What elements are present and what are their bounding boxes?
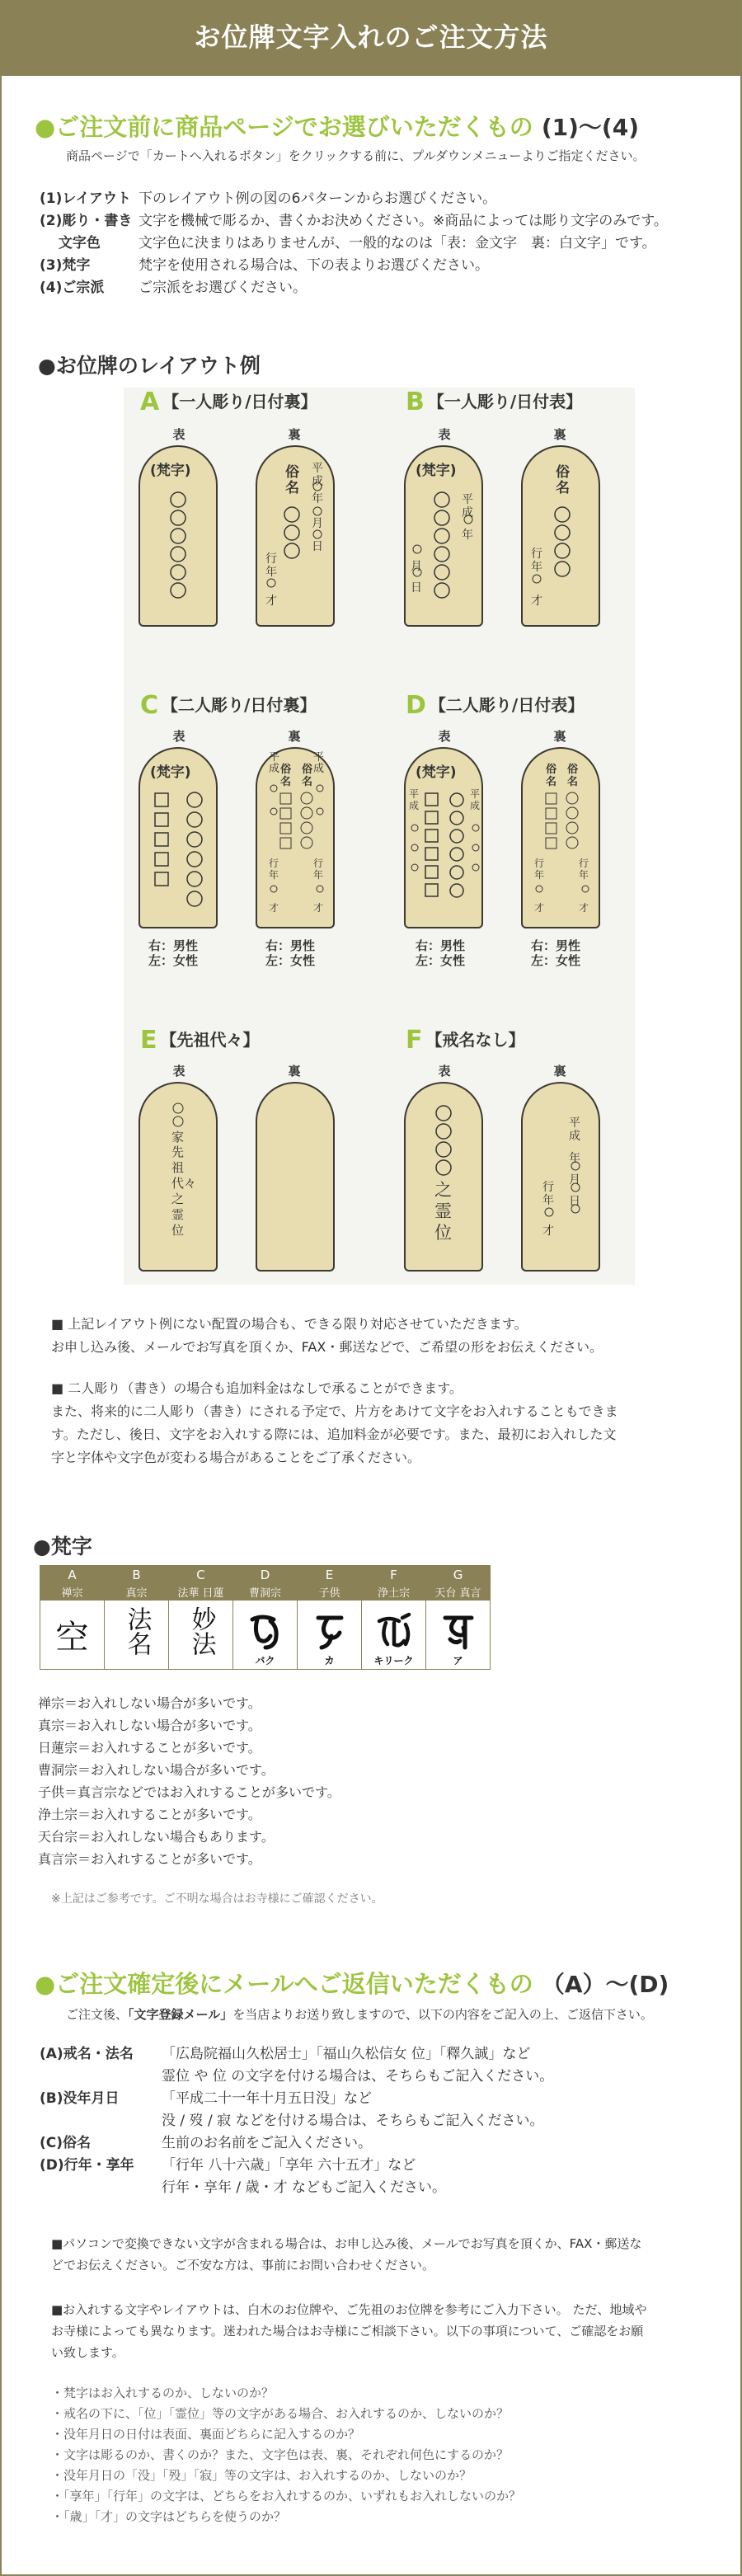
- bonji-reading: キリーク: [373, 1655, 414, 1666]
- gyonen-text: 行年: [579, 858, 589, 881]
- spec-row: [40, 2155, 553, 2177]
- name-circles: [523, 447, 602, 628]
- spec-value: ご宗派をお選びください。: [139, 280, 307, 296]
- note-line: い致します。: [51, 2345, 124, 2360]
- spec-key: (D)行年・享年: [40, 2157, 134, 2174]
- gender-note: [265, 938, 315, 968]
- note-line: 字と字体や文字色が変わる場合があることをご了承ください。: [51, 1450, 421, 1465]
- note-line: す。ただし、後日、文字をお入れする際には、追加料金が必要です。また、最初にお入れした文: [51, 1427, 617, 1442]
- spec-row: [40, 210, 668, 233]
- note-line: ■パソコンで変換できない文字が含まれる場合は、お申し込み後、メールでお写真を頂くか、FAX・郵送な: [51, 2236, 642, 2251]
- sai-text: 才: [534, 902, 545, 914]
- tablet-d-back: [521, 747, 600, 928]
- bonji-ka-icon: [310, 1611, 350, 1651]
- bonji-glyph: 妙法: [186, 1605, 216, 1656]
- bonji-kiriku-icon: [374, 1611, 414, 1651]
- name-circles: [257, 447, 336, 628]
- sai-text: 才: [542, 1225, 554, 1238]
- list-item: 禅宗＝お入れしない場合が多いです。: [38, 1695, 261, 1711]
- list-item: ・戒名の下に、「位」「霊位」等の文字がある場合、お入れするのか、しないのか？: [51, 2406, 510, 2421]
- front-label: 表: [172, 1064, 186, 1079]
- note-line: ■ 二人彫り（書き）の場合も追加料金はなしで承ることができます。: [51, 1380, 463, 1396]
- spec-row: [40, 2043, 553, 2066]
- bonji-cell: [169, 1601, 233, 1670]
- gender-right: 右：男性: [416, 938, 466, 953]
- gyonen-text: 行年: [531, 548, 542, 574]
- heisei-text: 平成: [312, 462, 323, 488]
- front-label: 表: [172, 427, 186, 442]
- page-title: お位牌文字入れのご注文方法: [0, 0, 742, 76]
- bonji-letter: E: [298, 1566, 362, 1584]
- list-item: 浄土宗＝お入れすることが多いです。: [38, 1807, 261, 1822]
- back-label: 裏: [553, 1064, 566, 1079]
- bonji-reading: カ: [324, 1655, 335, 1666]
- spec-value: 文字色に決まりはありませんが、一般的なのは「表：金文字 裏：白文字」です。: [139, 235, 656, 251]
- section1-note: 商品ページで「カートへ入れるボタン」をクリックする前に、プルダウンメニューよりご指定ください。: [66, 148, 646, 163]
- bonji-letter: B: [105, 1566, 169, 1584]
- spec-key: (1)レイアウト: [40, 190, 132, 207]
- bonji-a-icon: [439, 1611, 478, 1651]
- tablet-a-front: [139, 445, 218, 627]
- bonji-cell: [105, 1601, 169, 1670]
- pattern-name: 【二人彫り/日付表】: [429, 695, 585, 715]
- gyonen-text: 行年: [534, 858, 545, 881]
- pattern-a-label: [140, 388, 317, 416]
- bonji-sect-list: [38, 1692, 340, 1870]
- pattern-e-label: [140, 1026, 260, 1055]
- bonji-table: [40, 1565, 491, 1670]
- no-reii-text: 之霊位: [434, 1180, 452, 1243]
- list-item: 真言宗＝お入れすることが多いです。: [38, 1851, 261, 1867]
- note-line: どでお伝えください。ご不安な方は、事前にお問い合わせください。: [51, 2258, 435, 2273]
- list-item: ・没年月日の日付は表面、裏面どちらに記入するのか？: [51, 2427, 361, 2442]
- section2-title-text: ●ご注文確定後にメールへご返信いただくもの: [35, 1970, 533, 1998]
- bonji-mark: (梵字): [416, 764, 457, 781]
- spec-value: 霊位 や 位 の文字を付ける場合は、そちらもご記入ください。: [162, 2068, 554, 2085]
- pattern-letter: C: [140, 691, 159, 720]
- tablet-f-front: [404, 1082, 483, 1272]
- section1-title: [35, 109, 639, 143]
- layout-notes: [51, 1313, 694, 1469]
- pattern-name: 【戒名なし】: [425, 1030, 525, 1050]
- bonji-reading: バク: [255, 1655, 275, 1666]
- layout-title: ●お位牌のレイアウト例: [38, 354, 261, 378]
- gyonen-text: 行年: [269, 858, 279, 881]
- spec-value: 「平成二十一年十月五日没」など: [162, 2090, 372, 2107]
- pattern-b-label: [406, 388, 582, 416]
- checklist: [51, 2383, 521, 2527]
- kaimyo-circles: [140, 447, 219, 628]
- list-item: ・梵字はお入れするのか、しないのか？: [51, 2386, 275, 2400]
- bonji-glyph: 法名: [122, 1605, 152, 1656]
- pattern-name: 【二人彫り/日付裏】: [162, 695, 317, 715]
- name-marks: [257, 749, 336, 930]
- tablet-a-back: [256, 445, 335, 627]
- back-label: 裏: [553, 729, 566, 744]
- bonji-mark: (梵字): [150, 764, 191, 781]
- zokumyo-text: 俗名: [285, 464, 299, 496]
- pattern-letter: A: [140, 388, 160, 416]
- sai-text: 才: [579, 902, 589, 914]
- day-text: 日: [312, 540, 323, 553]
- back-label: 裏: [288, 1064, 301, 1079]
- section1-title-text: ●ご注文前に商品ページでお選びいただくもの: [35, 113, 533, 141]
- note-line: ■お入れする文字やレイアウトは、白木のお位牌や、ご先祖のお位牌を参考にご入力下さい。 ただ、地域や: [51, 2302, 647, 2317]
- heisei-text: 平成: [313, 751, 325, 775]
- spec-row: [40, 2088, 553, 2110]
- pattern-letter: E: [140, 1026, 157, 1055]
- bonji-sect: 曹洞宗: [233, 1584, 298, 1601]
- note-line: ■ 上記レイアウト例にない配置の場合も、できる限り対応させていただきます。: [51, 1316, 528, 1332]
- kaimyo-marks: [140, 749, 219, 930]
- tablet-e-front: [139, 1082, 218, 1272]
- gender-note: [148, 938, 198, 968]
- list-item: 日蓮宗＝お入れすることが多いです。: [38, 1740, 261, 1756]
- year-text: 年: [462, 529, 473, 542]
- tablet-e-back: [256, 1082, 335, 1272]
- day-text: 日: [411, 581, 422, 595]
- front-label: 表: [438, 427, 451, 442]
- spec-row: [40, 2066, 553, 2088]
- bonji-baku-icon: [246, 1611, 285, 1651]
- heisei-text: 平成: [409, 788, 420, 811]
- pattern-name: 【先祖代々】: [160, 1030, 260, 1050]
- bonji-letter: F: [362, 1566, 426, 1584]
- back-label: 裏: [288, 427, 301, 442]
- bonji-sect: 天台 真言: [426, 1584, 491, 1601]
- month-text: 月: [312, 517, 323, 530]
- pattern-c-label: [140, 691, 316, 720]
- bonji-sect: 真宗: [105, 1584, 169, 1601]
- front-label: 表: [438, 729, 451, 744]
- spec-key: (3)梵字: [40, 257, 91, 274]
- spec-value: 「行年 八十六歳」「享年 六十五才」など: [162, 2157, 416, 2174]
- bonji-sect: 法華 日蓮: [169, 1584, 233, 1601]
- gender-left: 左：女性: [531, 953, 581, 968]
- tablet-b-back: [521, 445, 600, 627]
- spec-row: [40, 2110, 553, 2132]
- bonji-title: ●梵字: [33, 1535, 92, 1558]
- gyonen-text: 行年: [265, 552, 277, 579]
- kaimyo-circles: [406, 447, 485, 628]
- bonji-note: ※上記はご参考です。ご不明な場合はお寺様にご確認ください。: [51, 1892, 383, 1906]
- year-text: 年: [312, 492, 323, 505]
- tablet-b-front: [404, 445, 483, 627]
- tablet-c-front: [139, 747, 218, 928]
- list-item: ・文字は彫るのか、書くのか？また、文字色は表、裏、それぞれ何色にするのか？: [51, 2447, 510, 2462]
- front-label: 表: [172, 729, 186, 744]
- name-circles: [406, 1084, 485, 1273]
- heisei-text: 平成: [470, 788, 481, 811]
- sai-text: 才: [531, 595, 542, 608]
- spec-value: 生前のお名前をご記入ください。: [162, 2135, 372, 2151]
- note-bold: 「文字登録メール」: [128, 2007, 233, 2022]
- spec-row: [40, 233, 668, 255]
- bonji-sect: 子供: [298, 1584, 362, 1601]
- gender-right: 右：男性: [531, 938, 581, 953]
- zokumyo-text: 俗名: [567, 764, 579, 788]
- pattern-letter: B: [406, 388, 425, 416]
- bonji-cell: [426, 1601, 491, 1670]
- spec-value: 行年・享年 / 歳・才 などもご記入ください。: [162, 2179, 446, 2196]
- list-item: 真宗＝お入れしない場合が多いです。: [38, 1718, 261, 1733]
- zokumyo-text: 俗名: [280, 764, 292, 788]
- list-item: ・没年月日の「没」「殁」「寂」等の文字は、お入れするのか、しないのか？: [51, 2468, 472, 2483]
- date-circles: [523, 1084, 602, 1273]
- bonji-letter: C: [169, 1566, 233, 1584]
- back-label: 裏: [553, 427, 566, 442]
- spec-value: 下のレイアウト例の図の6パターンからお選びください。: [139, 190, 497, 207]
- heisei-text: 平成: [462, 493, 473, 519]
- pattern-letter: F: [406, 1026, 423, 1055]
- bonji-mark: (梵字): [150, 463, 191, 479]
- gender-note: [416, 938, 465, 968]
- bonji-letter: D: [233, 1566, 298, 1584]
- spec-row: [40, 2177, 553, 2199]
- bonji-letter: G: [426, 1566, 491, 1584]
- spec-row: [40, 277, 668, 299]
- bonji-cell: [40, 1601, 105, 1670]
- zokumyo-text: 俗名: [546, 764, 557, 788]
- gender-right: 右：男性: [265, 938, 316, 953]
- ie-text: 家: [171, 1130, 185, 1145]
- section2-note: [66, 2005, 653, 2023]
- name-marks: [523, 749, 602, 930]
- month-text: 月: [569, 1173, 580, 1187]
- spec-key: (C)俗名: [40, 2135, 92, 2151]
- gyonen-text: 行年: [542, 1181, 554, 1207]
- sai-text: 才: [269, 902, 279, 914]
- month-text: 月: [411, 560, 422, 573]
- bonji-mark: (梵字): [416, 463, 457, 479]
- note-pre: ご注文後、: [66, 2007, 129, 2022]
- bonji-cell: [233, 1601, 298, 1670]
- day-text: 日: [569, 1195, 580, 1208]
- gender-note: [531, 938, 580, 968]
- pattern-d-label: [406, 691, 584, 720]
- section2-range: （A）〜(D): [541, 1971, 669, 1998]
- spec-key: (B)没年月日: [40, 2090, 120, 2107]
- list-item: ・「享年」「行年」の文字は、どちらをお入れするのか、いずれもお入れしないのか？: [51, 2489, 522, 2503]
- bonji-reading: ア: [453, 1655, 463, 1666]
- gender-left: 左：女性: [148, 953, 199, 968]
- spec-value: 「広島院福山久松居士」「福山久松信女 位」「釋久誠」など: [162, 2046, 531, 2062]
- list-item: 子供＝真言宗などではお入れすることが多いです。: [38, 1784, 340, 1800]
- back-label: 裏: [288, 729, 301, 744]
- bonji-cell: [298, 1601, 362, 1670]
- spec-row: [40, 188, 668, 210]
- note-line: お寺様によっても異なります。迷われた場合はお寺様にご相談下さい。以下の事項について、ご確認をお願: [51, 2324, 644, 2339]
- bonji-glyph: 空: [55, 1619, 89, 1657]
- note-line: また、将来的に二人彫り（書き）にされる予定で、片方をあけて文字をお入れすることもできま: [51, 1403, 618, 1419]
- gender-left: 左：女性: [416, 953, 466, 968]
- spec-row: [40, 255, 668, 277]
- section2-spec-list: [40, 2043, 553, 2199]
- spec-key: (2)彫り・書き: [40, 213, 133, 229]
- sai-text: 才: [313, 902, 324, 914]
- pattern-name: 【一人彫り/日付表】: [427, 392, 583, 411]
- bonji-letter: A: [40, 1566, 105, 1584]
- tablet-d-front: [404, 747, 483, 928]
- zokumyo-text: 俗名: [556, 464, 570, 496]
- kaimyo-marks: [406, 749, 485, 930]
- gyonen-text: 行年: [313, 858, 324, 881]
- section1-spec-list: [40, 188, 668, 299]
- note-post: を当店よりお送り致しますので、以下の内容をご記入の上、ご返信下さい。: [232, 2007, 653, 2022]
- gender-right: 右：男性: [148, 938, 199, 953]
- bonji-cell: [362, 1601, 426, 1670]
- tablet-f-back: [521, 1082, 600, 1272]
- spec-key: (4)ご宗派: [40, 280, 105, 296]
- year-text: 年: [569, 1152, 580, 1165]
- list-item: ・「歳」「才」の文字はどちらを使うのか？: [51, 2509, 287, 2524]
- list-item: 天台宗＝お入れしない場合もあります。: [38, 1829, 275, 1845]
- gender-left: 左：女性: [265, 953, 316, 968]
- section2-notes: [51, 2233, 702, 2363]
- spec-row: [40, 2132, 553, 2155]
- pattern-letter: D: [406, 691, 426, 720]
- heisei-text: 平成: [569, 1116, 580, 1143]
- list-item: 曹洞宗＝お入れしない場合が多いです。: [38, 1762, 275, 1778]
- senzo-text: 先祖代々之霊位: [171, 1145, 197, 1238]
- section2-title: [35, 1966, 669, 2000]
- note-line: お申し込み後、メールでお写真を頂くか、FAX・郵送などで、ご希望の形をお伝えください。: [51, 1339, 603, 1355]
- bonji-sect: 禅宗: [40, 1584, 105, 1601]
- heisei-text: 平成: [269, 751, 280, 775]
- bonji-sect: 浄土宗: [362, 1584, 426, 1601]
- spec-value: 文字を機械で彫るか、書くかお決めください。※商品によっては彫り文字のみです。: [139, 213, 668, 229]
- sai-text: 才: [265, 595, 277, 608]
- spec-value: 没 / 歿 / 寂 などを付ける場合は、そちらもご記入ください。: [162, 2113, 544, 2129]
- section1-range: (1)〜(4): [541, 114, 639, 141]
- zokumyo-text: 俗名: [302, 764, 313, 788]
- tablet-c-back: [256, 747, 335, 928]
- spec-value: 梵字を使用される場合は、下の表よりお選びください。: [139, 257, 489, 274]
- pattern-name: 【一人彫り/日付裏】: [162, 392, 317, 411]
- spec-key: (A)戒名・法名: [40, 2046, 134, 2062]
- front-label: 表: [438, 1064, 451, 1079]
- pattern-f-label: [406, 1026, 525, 1055]
- spec-key: 文字色: [40, 235, 101, 251]
